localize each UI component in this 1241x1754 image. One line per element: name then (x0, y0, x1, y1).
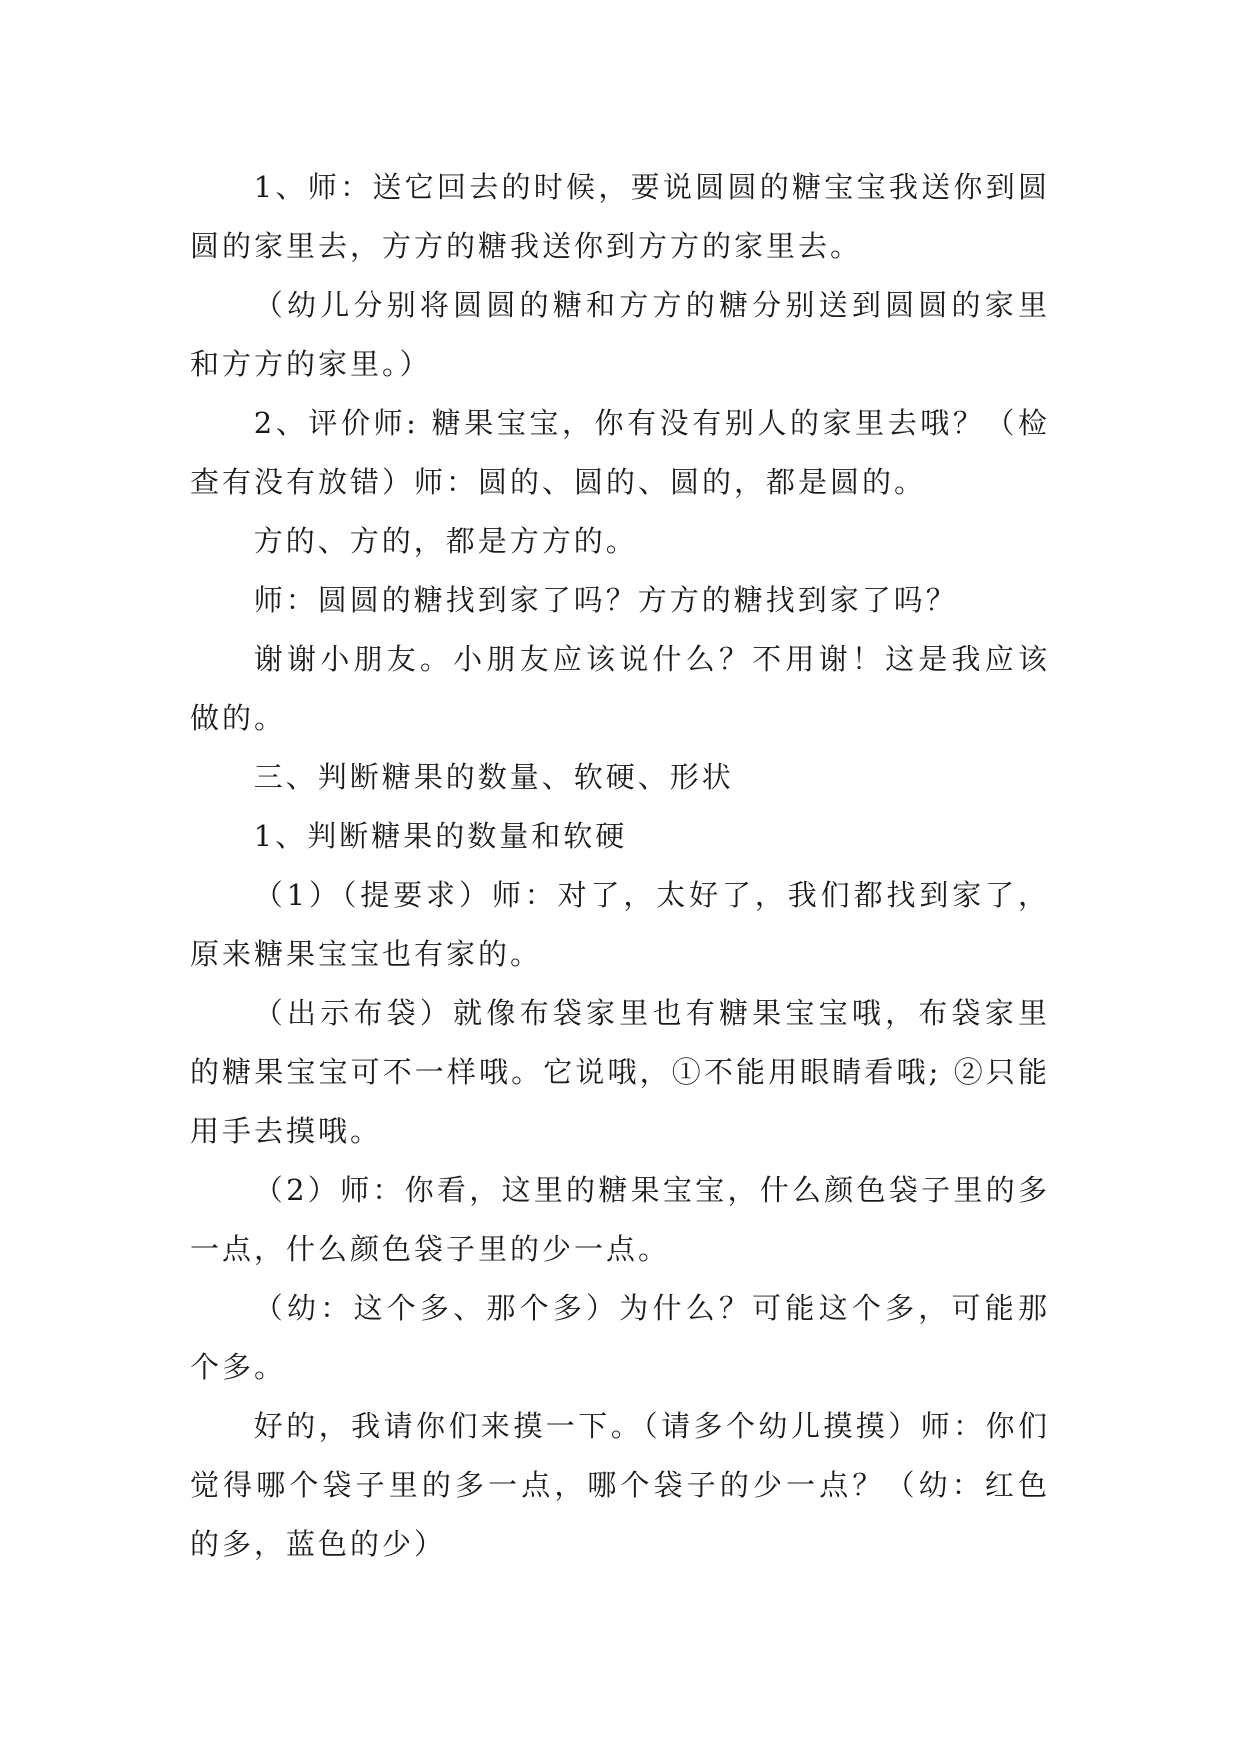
paragraph: （幼：这个多、那个多）为什么？可能这个多，可能那个多。 (190, 1291, 1050, 1384)
subsection-heading: 1、判断糖果的数量和软硬 (253, 819, 628, 853)
paragraph: 师：圆圆的糖找到家了吗？方方的糖找到家了吗？ (253, 583, 958, 617)
paragraph: （1）（提要求）师：对了，太好了，我们都找到家了，原来糖果宝宝也有家的。 (190, 878, 1050, 971)
paragraph: 好的，我请你们来摸一下。（请多个幼儿摸摸）师：你们觉得哪个袋子里的多一点，哪个袋子的少一点？（幼：红色的多，蓝色的少） (190, 1409, 1050, 1561)
paragraph: 方的、方的，都是方方的。 (253, 524, 638, 558)
paragraph: 谢谢小朋友。小朋友应该说什么？不用谢！这是我应该做的。 (190, 642, 1050, 735)
paragraph: （2）师：你看，这里的糖果宝宝，什么颜色袋子里的多一点，什么颜色袋子里的少一点。 (190, 1173, 1050, 1266)
paragraph: （出示布袋）就像布袋家里也有糖果宝宝哦，布袋家里的糖果宝宝可不一样哦。它说哦，①不能用眼睛看哦; ②只能用手去摸哦。 (190, 996, 1050, 1148)
paragraph: 1、师：送它回去的时候，要说圆圆的糖宝宝我送你到圆圆的家里去，方方的糖我送你到方方的家里去。 (190, 170, 1050, 263)
document-body (190, 158, 1050, 1574)
paragraph: （幼儿分别将圆圆的糖和方方的糖分别送到圆圆的家里和方方的家里。） (190, 288, 1050, 381)
section-heading: 三、判断糖果的数量、软硬、形状 (253, 760, 734, 794)
paragraph: 2、评价师: 糖果宝宝，你有没有别人的家里去哦？（检查有没有放错）师：圆的、圆的、圆的，都是圆的。 (190, 406, 1050, 499)
